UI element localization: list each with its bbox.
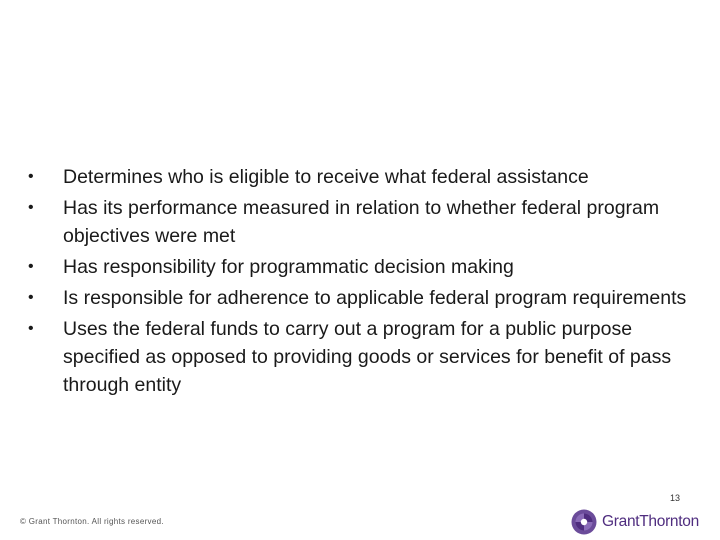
company-logo [571,508,699,536]
bullet-text: Determines who is eligible to receive what federal assistance [63,166,589,188]
bullet-item [28,194,688,250]
logo-text: GrantThornton [602,513,699,530]
bullet-text: Uses the federal funds to carry out a program for a public purpose specified as opposed to providing goods or services for benefit of pass through entity [63,318,672,396]
bullet-dot: • [28,168,34,185]
bullet-dot: • [28,199,34,216]
bullet-item [28,253,688,281]
bullet-dot: • [28,258,34,275]
bullet-item [28,284,688,312]
bullet-text: Has responsibility for programmatic decision making [63,256,514,278]
bullet-item [28,315,688,399]
copyright-notice: © Grant Thornton. All rights reserved. [20,517,164,526]
bullet-text: Has its performance measured in relation to whether federal program objectives were met [63,197,660,247]
bullet-list [28,163,688,402]
grant-thornton-logo-icon [571,509,597,535]
bullet-item [28,163,688,191]
bullet-dot: • [28,320,34,337]
bullet-dot: • [28,289,34,306]
bullet-text: Is responsible for adherence to applicable federal program requirements [63,287,687,309]
page-number: 13 [669,493,680,503]
